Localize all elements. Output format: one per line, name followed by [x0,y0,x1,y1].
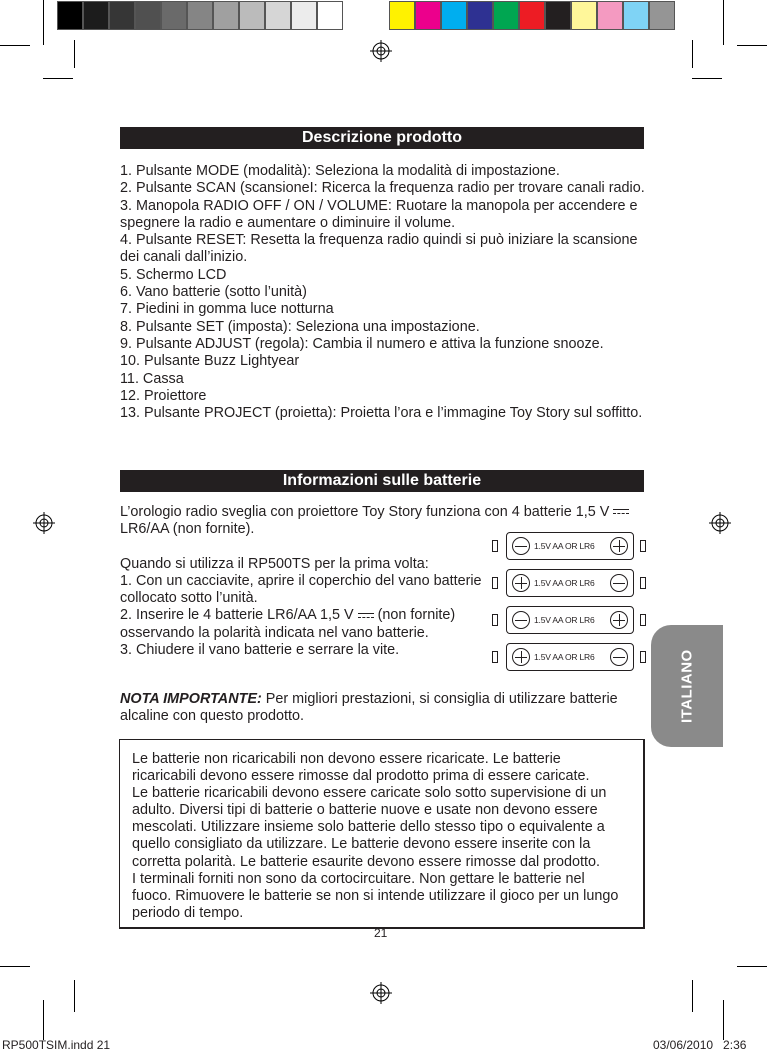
warning-line: I terminali forniti non sono da cortocircuitare. Non gettare le batterie nel [132,870,585,887]
gray-swatch [57,1,83,30]
description-item: 4. Pulsante RESET: Resetta la frequenza radio quindi si può iniziare la scansione dei canali dall’inizio. [120,232,638,266]
important-note-text: Per migliori prestazioni, si consiglia di utilizzare batterie alcaline con questo prodotto. [120,691,618,725]
battery-spring-icon [640,614,646,626]
minus-icon [610,574,628,592]
crop-mark [723,0,724,45]
gray-swatch [291,1,317,30]
footer-file-name: RP500TSIM.indd 21 [2,1038,111,1052]
crop-mark [723,1000,724,1040]
battery-intro-line1: L’orologio radio sveglia con proiettore Toy Story funziona con 4 batterie 1,5 V [120,504,647,521]
step-2-line1: 2. Inserire le 4 batterie LR6/AA 1,5 V (non fornite) [120,607,456,624]
description-item: 7. Piedini in gomma luce notturna [120,301,334,318]
plus-icon [610,537,628,555]
warning-line: Le batterie non ricaricabili non devono essere ricaricate. Le batterie [132,751,561,767]
page-number: 21 [374,926,388,940]
battery-label: 1.5V AA OR LR6 [534,541,595,551]
battery-intro-line2: LR6/AA (non fornite). [120,521,255,538]
plus-icon [610,611,628,629]
crop-mark [43,78,73,79]
description-item: 12. Proiettore [120,387,207,404]
process-color-bar [389,1,675,33]
warning-line: fuoco. Rimuovere le batterie se non si intende utilizzare il gioco per un lungo [132,887,619,904]
gray-swatch [213,1,239,30]
crop-mark [74,40,75,68]
crop-mark [737,45,767,46]
description-item: 11. Cassa [120,370,184,387]
gray-swatch [135,1,161,30]
description-item: 3. Manopola RADIO OFF / ON / VOLUME: Ruotare la manopola per accendere e spegnere la radio e aumentare o diminuire il volume. [120,197,638,231]
color-swatch [649,1,675,30]
warning-line: periodo di tempo. [132,904,244,921]
color-swatch [389,1,415,30]
gray-swatch [265,1,291,30]
description-item: 1. Pulsante MODE (modalità): Seleziona la modalità di impostazione. [120,163,560,179]
language-tab [651,625,723,747]
description-item: 8. Pulsante SET (imposta): Seleziona una impostazione. [120,318,480,335]
warning-line: adulto. Diversi tipi di batterie o batterie nuove e usate non devono essere [132,802,598,819]
crop-mark [737,966,767,967]
registration-mark-icon [370,982,392,1004]
crop-mark [43,1000,44,1040]
description-item: 10. Pulsante Buzz Lightyear [120,353,300,370]
minus-icon [512,537,530,555]
battery-warning-box [119,739,645,929]
minus-icon [512,611,530,629]
warning-line: corretta polarità. Le batterie esaurite devono essere rimosse dal prodotto. [132,853,600,870]
battery-spring-icon [492,540,498,552]
battery-slot-3 [506,606,634,634]
crop-mark [0,966,30,967]
product-description-list [120,163,647,422]
step-2-line2: osservando la polarità indicata nel vano batterie. [120,624,429,641]
battery-spring-icon [640,651,646,663]
language-tab-label: ITALIANO [678,649,696,723]
step-1-line1: 1. Con un cacciavite, aprire il coperchio del vano batterie [120,572,482,589]
color-swatch [545,1,571,30]
registration-mark-icon [709,512,731,534]
battery-slot-2 [506,569,634,597]
dc-voltage-icon [358,613,374,619]
description-item: 13. Pulsante PROJECT (proietta): Proietta l’ora e l’immagine Toy Story sul soffitto. [120,405,643,422]
description-item: 5. Schermo LCD [120,266,227,283]
important-note [120,691,640,726]
step-1-line2: collocato sotto l’unità. [120,590,258,607]
footer-date: 03/06/2010 2:36 [653,1038,747,1052]
color-swatch [571,1,597,30]
crop-mark [0,45,30,46]
gray-swatch [187,1,213,30]
registration-mark-icon [370,40,392,62]
battery-warning-text [132,751,642,922]
battery-slot-1 [506,532,634,560]
battery-spring-icon [492,614,498,626]
plus-icon [512,574,530,592]
crop-mark [692,40,693,68]
crop-mark [74,980,75,1012]
first-use-heading: Quando si utilizza il RP500TS per la prima volta: [120,555,429,572]
section-title-battery-info: Informazioni sulle batterie [120,470,644,492]
dc-voltage-icon [613,509,629,515]
registration-mark-icon [33,512,55,534]
battery-spring-icon [640,540,646,552]
warning-line: ricaricabili devono essere rimosse dal prodotto prima di essere caricate. [132,768,590,785]
warning-line: quello consigliato da utilizzare. Le batterie devono essere inserite con la [132,836,591,853]
battery-slot-4 [506,643,634,671]
color-swatch [441,1,467,30]
battery-spring-icon [492,577,498,589]
warning-line: Le batterie ricaricabili devono essere caricate solo sotto supervisione di un [132,785,607,802]
color-swatch [623,1,649,30]
crop-mark [692,78,722,79]
description-item: 9. Pulsante ADJUST (regola): Cambia il numero e attiva la funzione snooze. [120,335,604,352]
battery-spring-icon [492,651,498,663]
color-swatch [467,1,493,30]
gray-swatch [317,1,343,30]
battery-label: 1.5V AA OR LR6 [534,615,595,625]
battery-label: 1.5V AA OR LR6 [534,652,595,662]
gray-swatch [161,1,187,30]
description-item: 2. Pulsante SCAN (scansioneI: Ricerca la frequenza radio per trovare canali radio. [120,180,645,197]
crop-mark [43,0,44,45]
color-swatch [415,1,441,30]
plus-icon [512,648,530,666]
warning-line: mescolati. Utilizzare insieme solo batterie dello stesso tipo o equivalente a [132,819,605,836]
section-title-product-description: Descrizione prodotto [120,127,644,149]
gray-swatch [83,1,109,30]
color-swatch [519,1,545,30]
important-note-label: NOTA IMPORTANTE: [120,691,262,707]
grayscale-color-bar [57,1,343,33]
color-swatch [493,1,519,30]
description-item: 6. Vano batterie (sotto l’unità) [120,284,307,301]
minus-icon [610,648,628,666]
battery-spring-icon [640,577,646,589]
battery-label: 1.5V AA OR LR6 [534,578,595,588]
gray-swatch [109,1,135,30]
color-swatch [597,1,623,30]
step-3: 3. Chiudere il vano batterie e serrare la vite. [120,642,400,659]
gray-swatch [239,1,265,30]
battery-compartment-diagram [492,525,646,673]
crop-mark [692,980,693,1012]
